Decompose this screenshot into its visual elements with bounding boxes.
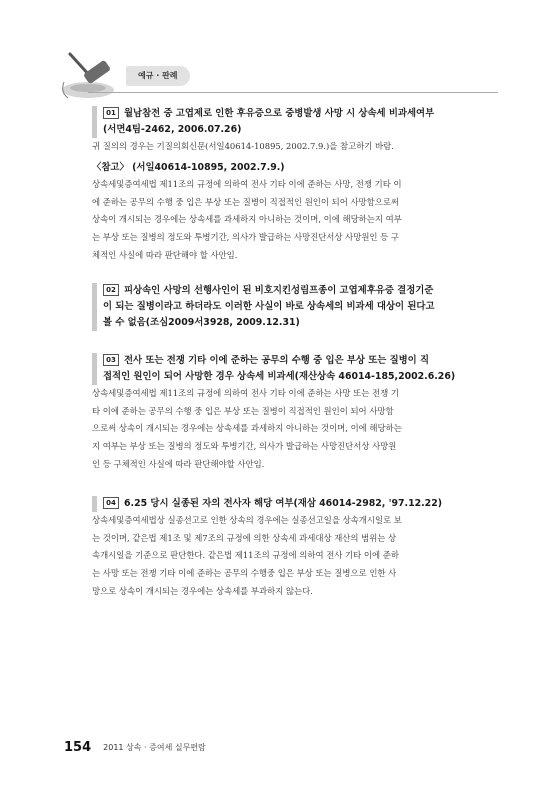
reference-heading: 〈참고〉 (서일40614-10895, 2002.7.9.) — [92, 161, 285, 173]
reference-line: 상속세및증여세법 제11조의 규정에 의하여 전사 기타 이에 준하는 사망, 전쟁 기타 이 — [92, 178, 402, 189]
case-item — [92, 283, 494, 331]
case-item — [92, 106, 494, 138]
case-body-line: 는 사망 또는 전쟁 기타 이에 준하는 공무의 수행중 입은 부상 또는 질병으로 인한 사 — [92, 568, 397, 579]
gavel-icon — [60, 52, 130, 102]
case-item — [92, 496, 494, 512]
section-header — [60, 52, 500, 102]
page-footer — [64, 740, 206, 760]
case-title: 04 6.25 당시 실종된 자의 전사자 해당 여부(재삼 46014-2982, '97.12.22) — [103, 496, 494, 512]
case-body-line: 상속세및증여세법상 실종선고로 인한 상속의 경우에는 실종선고일을 상속개시일로 보 — [92, 514, 402, 525]
reference-line: 체적인 사실에 따라 판단해야 할 사안임. — [92, 249, 238, 260]
case-number: 01 — [103, 107, 119, 119]
reference-line: 는 부상 또는 질병의 정도와 투병기간, 의사가 발급하는 사망진단서상 사망원인 등 구 — [92, 232, 400, 243]
case-body-line: 귀 질의의 경우는 기질의회신문(서일40614-10895, 2002.7.9.)을 참고하기 바람. — [92, 141, 394, 151]
case-body-line: 인 등 구체적인 사실에 따라 판단해야할 사안임. — [92, 458, 265, 469]
case-list — [92, 106, 494, 601]
case-body-line: 망으로 상속이 개시되는 경우에는 상속세를 부과하지 않는다. — [92, 585, 313, 596]
case-body-line: 는 것이며, 같은법 제1조 및 제7조의 규정에 의한 상속세 과세대상 재산의 범위는 상 — [92, 532, 397, 543]
header-rule — [88, 92, 498, 93]
case-body-line: 속개시일을 기준으로 판단한다. 같은법 제11조의 규정에 의하여 전사 기타 이에 준하 — [92, 550, 399, 561]
case-title-line: 볼 수 없음(조심2009서3928, 2009.12.31) — [103, 316, 300, 328]
book-title: 2011 상속 · 증여세 실무편람 — [103, 743, 206, 752]
case-title: 02 피상속인 사망의 선행사인이 된 비호지킨성림프종이 고엽제후유증 결정기준 — [103, 283, 494, 299]
case-number: 03 — [103, 354, 119, 366]
page-number: 154 — [64, 740, 92, 755]
case-title-line: (서면4팀-2462, 2006.07.26) — [103, 124, 242, 135]
case-item — [92, 353, 494, 385]
section-tag: 예규 · 판례 — [126, 66, 190, 86]
case-title-line: 접적인 원인이 되어 사망한 경우 상속세 비과세(재산상속 46014-185,2002.6.26) — [103, 370, 456, 382]
case-title: 01 월남참전 중 고엽제로 인한 후유증으로 중병발생 사망 시 상속세 비과세여부 — [103, 106, 494, 122]
case-body-line: 타 이에 준하는 공무의 수행 중 입은 부상 또는 질병이 직접적인 원인이 되어 사망함 — [92, 405, 394, 416]
case-number: 02 — [103, 284, 119, 296]
case-body-line: 으로써 상속이 개시되는 경우에는 상속세를 과세하지 아니하는 것이며, 이에 해당하는 — [92, 423, 402, 434]
case-number: 04 — [103, 497, 119, 509]
case-title-line: 이 되는 질병이라고 하더라도 이러한 사실이 바로 상속세의 비과세 대상이 된다고 — [103, 300, 435, 312]
case-body-line: 상속세및증여세법 제11조의 규정에 의하여 전사 기타 이에 준하는 사망 또는 전쟁 기 — [92, 387, 399, 398]
reference-line: 상속이 개시되는 경우에는 상속세를 과세하지 아니하는 것이며, 이에 해당하는지 여부 — [92, 214, 402, 225]
reference-line: 에 준하는 공무의 수행 중 입은 부상 또는 질병이 직접적인 원인이 되어 사망함으로써 — [92, 196, 400, 207]
case-title: 03 전사 또는 전쟁 기타 이에 준하는 공무의 수행 중 입은 부상 또는 질병이 직 — [103, 353, 494, 369]
case-body-line: 지 여부는 부상 또는 질병의 정도와 투병기간, 의사가 발급하는 사망진단서상 사망원 — [92, 441, 397, 452]
